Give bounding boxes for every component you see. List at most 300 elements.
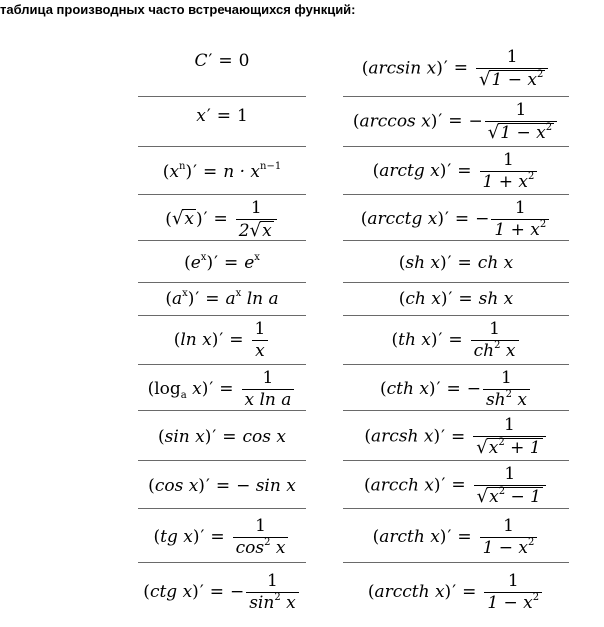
paren-close: ) (211, 330, 219, 350)
equals-sign: = (219, 379, 234, 399)
paren-open: ( (398, 253, 406, 273)
formula (373, 517, 540, 558)
math-text: arcch x (370, 475, 434, 495)
minus-sign: − (229, 582, 245, 602)
denominator (474, 485, 546, 507)
superscript: 2 (528, 170, 535, 182)
formula (399, 289, 514, 309)
paren-open: ( (173, 330, 181, 350)
right-row-divider (343, 240, 569, 241)
left-row-divider (138, 460, 306, 461)
radical-sign: √ (249, 219, 262, 241)
math-text: ch x (405, 288, 441, 309)
math-text: arcctg x (367, 209, 438, 229)
right-row-divider (343, 508, 569, 509)
right-formula-cell (343, 243, 569, 283)
numerator: 1 (255, 515, 266, 536)
func-name: log (154, 379, 181, 399)
paren-open: ( (391, 330, 399, 350)
equals-sign: = (458, 288, 473, 309)
radical-sign: √ (476, 437, 488, 458)
equals-sign: = (218, 51, 233, 71)
radical-sign: √ (487, 121, 500, 143)
paren-open: ( (367, 582, 375, 602)
math-text: sh x (478, 288, 514, 309)
paren-close: ) (439, 160, 447, 181)
prime: ′ (448, 288, 453, 309)
math-text: x ln a (244, 390, 292, 410)
left-row-divider (138, 240, 306, 241)
prime: ′ (441, 475, 446, 495)
prime: ′ (203, 209, 208, 229)
paren-close: ) (192, 582, 199, 602)
equals-sign: = (462, 582, 477, 602)
math-text: arctg x (379, 160, 440, 181)
right-row-divider (343, 562, 569, 563)
paren-open: ( (162, 162, 170, 182)
left-row-divider (138, 508, 306, 509)
sqrt (172, 209, 196, 229)
denominator (246, 592, 299, 613)
fraction (483, 369, 530, 410)
paren-close: ) (436, 58, 443, 78)
math-text: arcth x (379, 526, 440, 547)
paren-close: ) (444, 582, 452, 602)
paren-close: ) (433, 426, 441, 447)
right-formula-cell (343, 283, 569, 314)
sqrt (479, 70, 545, 90)
formula (148, 369, 297, 410)
numerator: 1 (503, 149, 514, 170)
paren-open: ( (143, 582, 150, 602)
math-text: x (192, 379, 202, 399)
math-text: x (255, 341, 265, 361)
math-text: th x (398, 330, 431, 350)
math-text: ch (473, 341, 495, 361)
superscript: 2 (264, 536, 271, 548)
math-text: tg x (160, 526, 193, 547)
fraction (476, 48, 548, 90)
math-text: cos (235, 537, 265, 558)
formula (174, 320, 271, 361)
superscript: 2 (539, 219, 547, 230)
superscript: x (235, 287, 242, 299)
math-text: arccth x (374, 582, 445, 602)
equals-sign: = (215, 475, 231, 496)
superscript: x (200, 252, 207, 263)
math-text: 1 − x (500, 122, 546, 143)
formula (165, 289, 278, 309)
formula (380, 369, 532, 410)
superscript: 2 (274, 592, 281, 603)
minus-sign: − (475, 209, 490, 229)
math-text: x (262, 220, 272, 241)
sqrt (488, 123, 554, 143)
prime: ′ (447, 253, 452, 273)
paren-open: ( (379, 379, 387, 399)
right-formula-cell (343, 462, 569, 509)
fraction (484, 572, 542, 613)
math-text: 1 − x (482, 537, 529, 558)
math-text: + 1 (510, 438, 541, 458)
numerator: 1 (504, 463, 516, 484)
formula (154, 517, 291, 558)
fraction (480, 151, 538, 192)
equals-sign: = (210, 526, 225, 547)
fraction (491, 199, 549, 240)
prime: ′ (436, 379, 441, 399)
right-row-divider (343, 282, 569, 283)
math-text: e (190, 253, 201, 273)
sqrt (250, 221, 274, 241)
math-text: 1 − x (487, 593, 533, 613)
formula (364, 416, 547, 458)
equals-sign: = (203, 162, 218, 182)
paren-open: ( (360, 209, 368, 229)
equals-sign: = (205, 288, 220, 309)
numerator: 1 (507, 571, 519, 591)
radical-sign: √ (476, 485, 489, 507)
prime: ′ (438, 330, 443, 350)
math-text: ln a (246, 288, 279, 309)
page-title: таблица производных часто встречающихся функций: (0, 2, 356, 17)
right-formula-cell (343, 196, 569, 243)
equals-sign: = (451, 426, 466, 447)
prime: ′ (199, 582, 204, 602)
paren-close: ) (196, 209, 203, 229)
math-text: arcsin x (368, 58, 437, 78)
denominator (471, 340, 519, 361)
prime: ′ (445, 209, 449, 229)
paren-open: ( (153, 526, 161, 547)
left-row-divider (138, 364, 306, 365)
denominator (491, 219, 549, 240)
fraction (485, 101, 557, 143)
prime: ′ (452, 582, 457, 602)
left-formula-cell (138, 367, 306, 412)
denominator (485, 121, 557, 143)
left-formula-cell (138, 565, 306, 620)
fraction (480, 517, 538, 558)
radicand (498, 123, 554, 143)
fraction (471, 320, 519, 361)
superscript: 2 (536, 68, 544, 80)
numerator: 1 (250, 197, 262, 218)
radicand (260, 221, 274, 241)
formula (195, 51, 250, 71)
formula (184, 253, 260, 273)
paren-close: ) (437, 209, 445, 229)
paren-close: ) (206, 253, 214, 273)
math-text: x (489, 486, 499, 507)
formula (391, 320, 520, 361)
paren-close: ) (201, 379, 209, 399)
left-row-divider (138, 410, 306, 411)
left-formula-cell (138, 509, 306, 565)
denominator (233, 537, 289, 558)
denominator (484, 592, 542, 613)
math-text: C (194, 51, 208, 71)
paren-open: ( (165, 288, 172, 309)
fraction (246, 572, 299, 613)
equals-sign: = (457, 160, 472, 181)
prime: ′ (447, 160, 452, 181)
right-row-divider (343, 96, 569, 97)
left-formula-cell (138, 196, 306, 243)
radicand (489, 70, 545, 90)
minus-sign: − (468, 111, 483, 131)
paren-open: ( (184, 253, 191, 273)
math-text: 1 + x (482, 171, 528, 192)
math-text: ch x (477, 253, 514, 273)
equals-sign: = (451, 475, 466, 495)
prime: ′ (219, 330, 224, 350)
formula (143, 572, 300, 613)
formula (165, 199, 278, 241)
numerator: 1 (267, 571, 278, 591)
paren-close: ) (185, 162, 193, 182)
equals-sign: = (213, 209, 228, 229)
left-row-divider (138, 562, 306, 563)
superscript: 2 (505, 389, 512, 400)
formula (353, 101, 559, 143)
math-text: − 1 (510, 486, 541, 507)
left-formula-cell (138, 243, 306, 283)
left-row-divider (138, 194, 306, 195)
paren-open: ( (148, 475, 155, 496)
paren-open: ( (361, 58, 369, 78)
denominator (242, 389, 295, 410)
formula (163, 162, 281, 182)
math-text: x (505, 341, 516, 361)
prime: ′ (441, 426, 446, 447)
radical-sign: √ (478, 68, 491, 90)
paren-close: ) (204, 427, 212, 447)
left-formula-cell (138, 84, 306, 148)
numerator: 1 (515, 99, 527, 120)
math-text: x (275, 537, 286, 558)
math-text: cos x (154, 475, 199, 496)
left-formula-cell (138, 314, 306, 367)
left-row-divider (138, 315, 306, 316)
paren-close: ) (440, 288, 448, 309)
numerator: 1 (514, 198, 526, 218)
numerator: 1 (501, 368, 512, 388)
right-formula-cell (343, 367, 569, 412)
right-row-divider (343, 194, 569, 195)
math-text: arcsh x (371, 426, 434, 447)
math-text: ln x (180, 330, 212, 350)
result: 0 (238, 51, 250, 71)
math-text: x (184, 209, 195, 229)
radicand (487, 487, 543, 507)
equals-sign: = (454, 209, 470, 229)
right-formula-cell (343, 565, 569, 620)
math-text: x (196, 106, 206, 126)
prime: ′ (193, 162, 197, 182)
math-text: n · x (223, 162, 260, 182)
numerator: 1 (504, 415, 515, 435)
superscript: x (182, 287, 188, 299)
math-text: sh (485, 390, 506, 410)
prime: ′ (208, 51, 213, 71)
paren-close: ) (192, 526, 200, 547)
radical-sign: √ (171, 208, 184, 229)
prime: ′ (205, 475, 210, 496)
right-row-divider (343, 364, 569, 365)
math-text: x (488, 438, 499, 458)
numerator: 1 (506, 46, 518, 67)
equals-sign: = (448, 111, 463, 131)
right-row-divider (343, 460, 569, 461)
paren-open: ( (372, 160, 380, 181)
equals-sign: = (222, 427, 237, 447)
prime: ′ (214, 253, 218, 273)
math-text: − sin x (236, 475, 296, 496)
fraction (474, 465, 546, 507)
right-row-divider (343, 146, 569, 147)
paren-open: ( (147, 379, 155, 399)
equals-sign: = (457, 253, 472, 273)
radicand (182, 209, 196, 229)
left-formula-cell (138, 38, 306, 84)
denominator (236, 219, 277, 241)
superscript: 2 (545, 121, 553, 133)
paren-close: ) (187, 288, 195, 309)
denominator (473, 436, 545, 458)
paren-open: ( (352, 111, 360, 131)
formula (148, 476, 296, 496)
math-text: 1 − x (491, 69, 537, 90)
equals-sign: = (216, 106, 231, 126)
denominator (483, 389, 530, 410)
equals-sign: = (209, 582, 224, 602)
left-row-divider (138, 96, 306, 97)
superscript: 2 (532, 592, 540, 603)
sqrt (477, 487, 543, 507)
equals-sign: = (457, 526, 472, 547)
paren-close: ) (433, 475, 441, 495)
denominator (480, 171, 538, 192)
math-text: e (244, 253, 255, 273)
prime: ′ (206, 106, 211, 126)
paren-open: ( (158, 427, 165, 447)
denominator (476, 68, 548, 90)
math-text: sh x (405, 253, 441, 273)
numerator: 1 (503, 515, 514, 536)
math-text: sin (249, 593, 275, 613)
math-text: a (225, 288, 236, 309)
superscript: 2 (498, 437, 505, 448)
equals-sign: = (453, 58, 468, 78)
right-formula-cell (343, 146, 569, 196)
paren-close: ) (430, 330, 438, 350)
left-formula-cell (138, 412, 306, 462)
fraction (242, 369, 295, 410)
right-row-divider (343, 410, 569, 411)
superscript: n−1 (260, 161, 282, 172)
paren-open: ( (364, 426, 372, 447)
math-text: cos x (242, 427, 286, 447)
equals-sign: = (223, 253, 239, 273)
paren-open: ( (398, 288, 406, 309)
paren-open: ( (165, 209, 172, 229)
formula (368, 572, 544, 613)
math-text: ctg x (149, 582, 193, 602)
subscript: a (180, 390, 187, 401)
superscript: 2 (498, 485, 506, 497)
prime: ′ (438, 111, 443, 131)
math-text: arccos x (359, 111, 431, 131)
denominator (252, 340, 268, 361)
paren-open: ( (372, 526, 380, 547)
formula (399, 253, 514, 273)
radicand (487, 438, 543, 458)
fraction (473, 416, 545, 458)
right-formula-cell (343, 509, 569, 565)
prime: ′ (195, 288, 200, 309)
paren-close: ) (430, 111, 438, 131)
formula (373, 151, 540, 192)
superscript: 2 (528, 536, 535, 548)
left-row-divider (138, 282, 306, 283)
paren-close: ) (440, 253, 447, 273)
math-text: 1 + x (494, 220, 540, 240)
paren-close: ) (439, 526, 447, 547)
equals-sign: = (448, 330, 463, 350)
prime: ′ (212, 427, 217, 447)
math-text: x (169, 162, 180, 182)
math-text: 2 (238, 220, 250, 241)
superscript: n (179, 161, 186, 172)
numerator: 1 (489, 319, 500, 339)
math-text: x (517, 390, 527, 410)
paren-close: ) (198, 475, 205, 496)
numerator: 1 (254, 319, 266, 339)
left-formula-cell (138, 283, 306, 314)
formula (158, 427, 286, 447)
right-formula-cell (343, 97, 569, 146)
superscript: x (254, 252, 260, 263)
prime: ′ (200, 526, 205, 547)
left-row-divider (138, 146, 306, 147)
math-text: x (286, 593, 296, 613)
fraction (236, 199, 277, 241)
math-text: a (171, 288, 183, 309)
paren-close: ) (428, 379, 436, 399)
equals-sign: = (229, 330, 244, 350)
fraction (233, 517, 289, 558)
math-text: sin x (164, 427, 205, 447)
equals-sign: = (446, 379, 461, 399)
paren-open: ( (364, 475, 371, 495)
right-formula-cell (343, 40, 569, 97)
formula (362, 48, 551, 90)
right-formula-cell (343, 412, 569, 462)
formula (361, 199, 552, 240)
right-row-divider (343, 315, 569, 316)
left-formula-cell (138, 462, 306, 509)
prime: ′ (447, 526, 452, 547)
numerator: 1 (262, 368, 274, 388)
formula (364, 465, 548, 507)
left-formula-cell (138, 148, 306, 196)
math-text: cth x (386, 379, 429, 399)
denominator (480, 537, 538, 558)
prime: ′ (209, 379, 214, 399)
formula (196, 106, 248, 126)
superscript: 2 (494, 340, 501, 351)
